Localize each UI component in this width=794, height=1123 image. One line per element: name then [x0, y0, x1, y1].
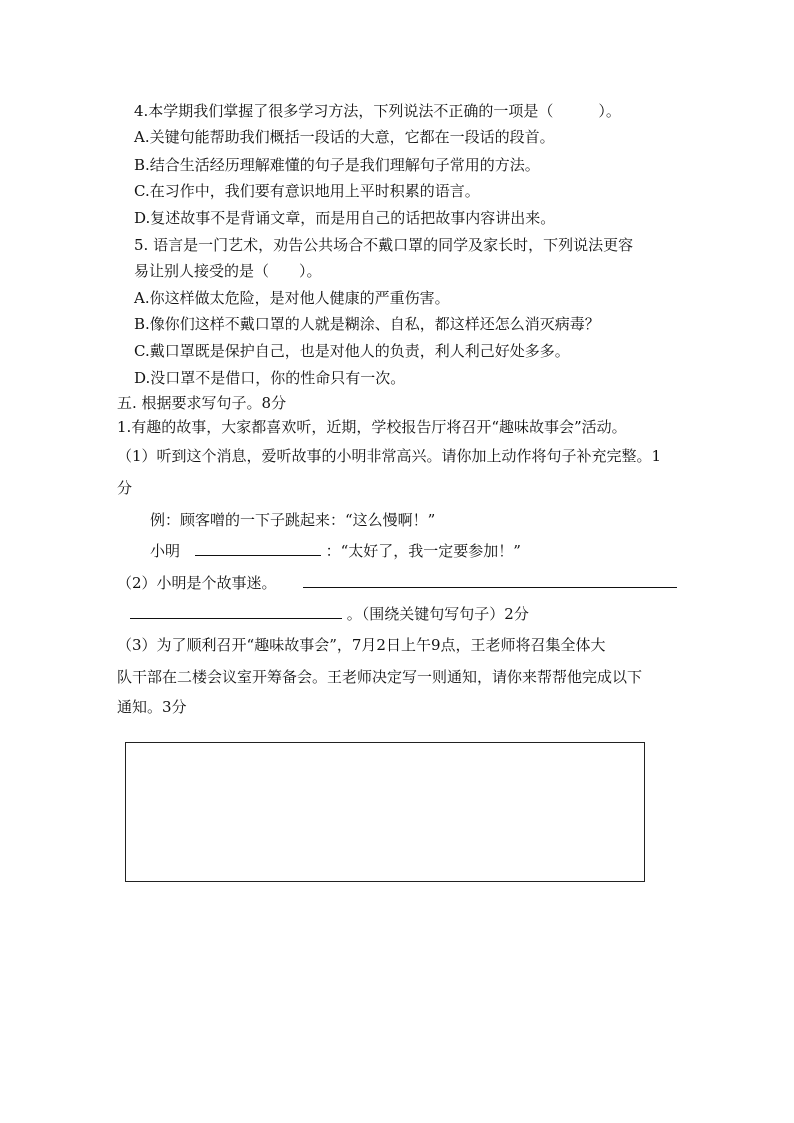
fill-suffix: ：“太好了，我一定要参加！”: [325, 542, 521, 560]
fill-prefix: 小明: [150, 542, 181, 560]
sub3-line2: 队干部在二楼会议室开筹备会。王老师决定写一则通知，请你来帮帮他完成以下: [117, 668, 643, 686]
sub3-line1: （3）为了顺利召开“趣味故事会”，7月2日上午9点，王老师将召集全体大: [117, 636, 606, 654]
q5-stem-line2: 易让别人接受的是（ ）。: [134, 262, 322, 280]
q5-option-c: C.戴口罩既是保护自己，也是对他人的负责，利人利己好处多多。: [134, 342, 570, 360]
q4-option-a: A.关键句能帮助我们概括一段话的大意，它都在一段话的段首。: [134, 128, 555, 146]
sub2-prefix: （2）小明是个故事迷。: [117, 574, 277, 592]
q5-option-b: B.像你们这样不戴口罩的人就是糊涂、自私，都这样还怎么消灭病毒？: [134, 315, 600, 333]
sub1-line2: 分: [117, 479, 133, 497]
q4-option-b: B.结合生活经历理解难懂的句子是我们理解句子常用的方法。: [134, 156, 540, 174]
q4-option-d: D.复述故事不是背诵文章，而是用自己的话把故事内容讲出来。: [134, 209, 556, 227]
q4-option-c: C.在习作中，我们要有意识地用上平时积累的语言。: [134, 182, 480, 200]
sub1-line1: （1）听到这个消息，爱听故事的小明非常高兴。请你加上动作将句子补充完整。1: [117, 447, 662, 465]
sub2-blank-2[interactable]: [130, 604, 342, 619]
notice-answer-box[interactable]: [125, 742, 645, 882]
sub2-line1: [117, 573, 677, 593]
section5-heading: 五. 根据要求写句子。8分: [117, 394, 287, 412]
sub3-line3: 通知。3分: [117, 698, 187, 716]
fill-blank[interactable]: [195, 541, 321, 556]
q4-stem: 4.本学期我们掌握了很多学习方法，下列说法不正确的一项是（ ）。: [134, 102, 621, 120]
fill-in-line: [150, 541, 521, 561]
q5-option-a: A.你这样做太危险，是对他人健康的严重伤害。: [134, 289, 450, 307]
sub2-line2: [130, 604, 529, 624]
q5-stem-line1: 5. 语言是一门艺术，劝告公共场合不戴口罩的同学及家长时，下列说法更容: [134, 236, 634, 254]
section5-intro: 1.有趣的故事，大家都喜欢听，近期，学校报告厅将召开“趣味故事会”活动。: [117, 418, 627, 436]
sub2-suffix: 。（围绕关键句写句子）2分: [346, 605, 529, 623]
example-sentence: 例：顾客噌的一下子跳起来：“这么慢啊！”: [150, 511, 436, 529]
q5-option-d: D.没口罩不是借口，你的性命只有一次。: [134, 369, 406, 387]
sub2-blank-1[interactable]: [303, 573, 677, 588]
